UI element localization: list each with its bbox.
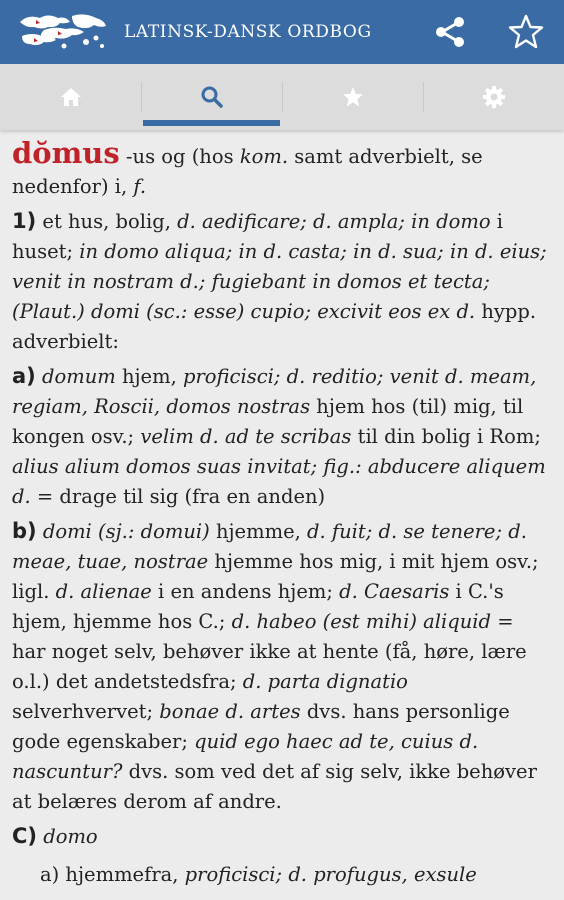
search-icon bbox=[200, 85, 224, 109]
tab-settings[interactable] bbox=[423, 64, 564, 130]
danish-lions-logo bbox=[14, 10, 110, 54]
app-bar bbox=[0, 0, 564, 64]
star-icon bbox=[342, 86, 364, 108]
entry-head: dŏmus -us og (hos kom. samt adverbielt, se nedenfor) i, f. bbox=[12, 136, 483, 198]
sense-a: a) domum hjem, proficisci; d. reditio; venit d. meam, regiam, Roscii, domos nostras hjem hos (til) mig, til kongen osv.; velim d. ad te scribas til din bolig i Rom; alius alium domos suas invitat; fig.: abducere aliquem d. = drage til sig (fra en anden) bbox=[12, 364, 546, 508]
sense-b: b) domi (sj.: domui) hjemme, d. fuit; d. se tenere; d. meae, tuae, nostrae hjemme hos mig, i mit hjem osv.; ligl. d. alienae i en andens hjem; d. Caesaris i C.'s hjem, hjemme hos C.; d. habeo (est mihi) aliquid = har noget selv, behøver ikke at hente (få, høre, lære o.l.) det andetstedsfra; d. parta dignatio selverhvervet; bonae d. artes dvs. hans personlige gode egenskaber; quid ego haec ad te, cuius d. nascuntur? dvs. som ved det af sig selv, ikke behøver at belæres derom af andre. bbox=[12, 519, 539, 813]
headword: dŏmus bbox=[12, 136, 120, 170]
tab-bar bbox=[0, 64, 564, 130]
sense-c-a: a) hjemmefra, proficisci; d. profugus, exsule bbox=[40, 863, 477, 886]
tab-home[interactable] bbox=[0, 64, 141, 130]
tab-favorites[interactable] bbox=[282, 64, 423, 130]
gear-icon bbox=[482, 85, 506, 109]
star-outline-icon bbox=[507, 13, 545, 51]
home-icon bbox=[60, 86, 82, 108]
sense-c: C) domo bbox=[12, 824, 98, 848]
share-icon bbox=[432, 14, 468, 50]
sense-1: 1) et hus, bolig, d. aedificare; d. ampla; in domo i huset; in domo aliqua; in d. casta; in d. sua; in d. eius; venit in nostram d.; fugiebant in domos et tecta; (Plaut.) domi (sc.: esse) cupio; excivit eos ex d. hypp. adverbielt: bbox=[12, 209, 547, 353]
dictionary-entry bbox=[0, 130, 564, 890]
favorite-button[interactable] bbox=[488, 0, 564, 64]
share-button[interactable] bbox=[412, 0, 488, 64]
app-title: LATINSK-DANSK ORDBOG bbox=[124, 22, 372, 42]
tab-search[interactable] bbox=[141, 64, 282, 130]
